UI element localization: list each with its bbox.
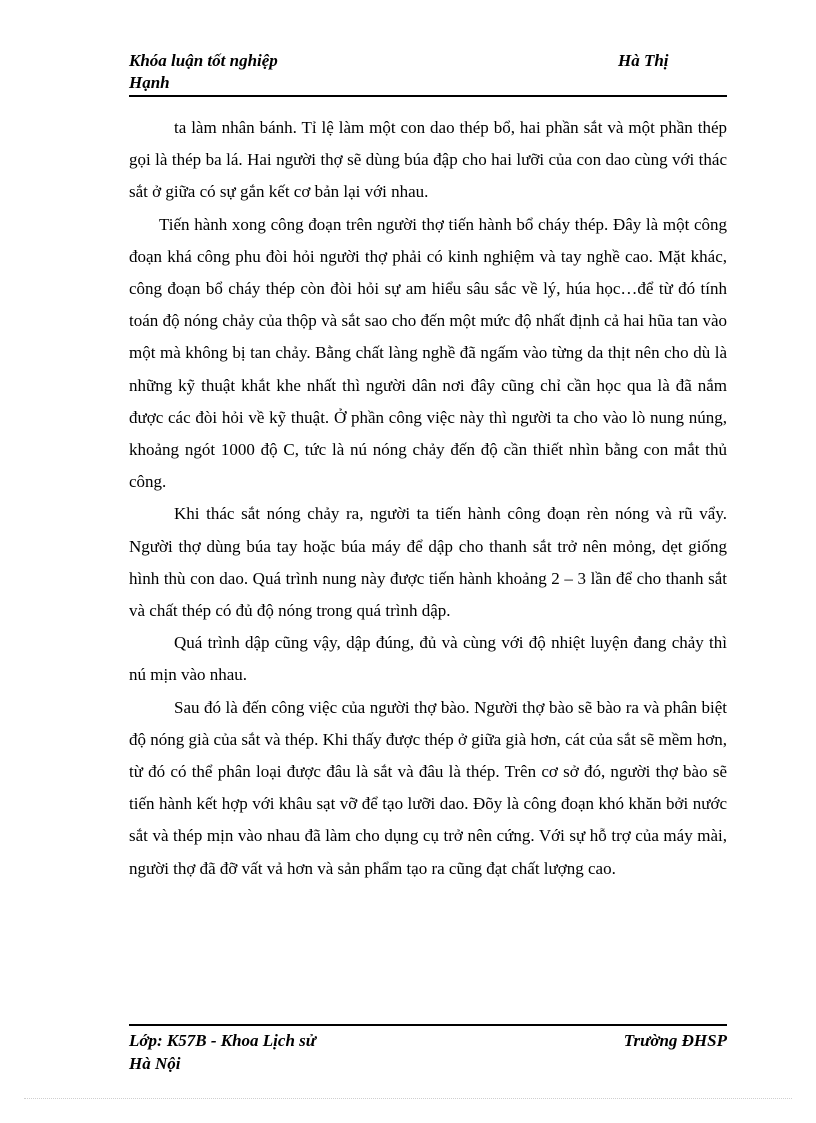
footer-university: Trường ĐHSP: [623, 1031, 727, 1050]
body-paragraph: Sau đó là đến công việc của người thợ bào. Người thợ bào sẽ bào ra và phân biệt độ nóng già của sắt và thép. Khi thấy được thép ở giữa già hơn, cát của sắt sẽ mềm hơn, từ đó có thể phân loại được đâu là sắt và đâu là thép. Trên cơ sở đó, người thợ bào sẽ tiến hành kết hợp với khâu sạt vỡ để tạo lưỡi dao. Đõy là công đoạn khó khăn bởi nước sắt và thép mịn vào nhau đã làm cho dụng cụ trở nên cứng. Với sự hỗ trợ của máy mài, người thợ đã đỡ vất vả hơn và sản phẩm tạo ra cũng đạt chất lượng cao.: [129, 697, 727, 878]
body-paragraph: Quá trình dập cũng vậy, dập đúng, đủ và cùng với độ nhiệt luyện đang chảy thì nú mịn vào nhau.: [129, 633, 727, 685]
body-paragraph: Khi thác sắt nóng chảy ra, người ta tiến hành công đoạn rèn nóng và rũ vẩy. Người thợ dùng búa tay hoặc búa máy để dập cho thanh sắt trở nên mỏng, dẹt giống hình thù con dao. Quá trình nung này được tiến hành khoảng 2 – 3 lần để cho thanh sắt và chất thép có đủ độ nóng trong quá trình dập.: [129, 504, 727, 621]
footer-rule: [129, 1024, 727, 1026]
body-paragraph: ta làm nhân bánh. Tỉ lệ làm một con dao thép bổ, hai phần sắt và một phần thép gọi là thép ba lá. Hai người thợ sẽ dùng búa đập cho hai lưỡi của con dao cùng với thác sắt ở giữa có sự gắn kết cơ bản lại với nhau.: [129, 118, 727, 202]
document-body: [129, 112, 727, 885]
header-thesis-title: Khóa luận tốt nghiệp: [129, 51, 278, 70]
footer-university-continued: Hà Nội: [129, 1054, 181, 1073]
header-rule: [129, 95, 727, 97]
page-bottom-dotted-divider: [24, 1098, 792, 1099]
header-author-name-continued: Hạnh: [129, 73, 170, 92]
header-author-name: Hà Thị: [618, 51, 669, 70]
footer-class-department: Lớp: K57B - Khoa Lịch sử: [129, 1031, 316, 1050]
body-paragraph: Tiến hành xong công đoạn trên người thợ tiến hành bổ cháy thép. Đây là một công đoạn khá công phu đòi hỏi người thợ phải có kinh nghiệm và tay nghề cao. Mặt khác, công đoạn bổ cháy thép còn đòi hỏi sự am hiểu sâu sắc về lý, húa học…để từ đó tính toán độ nóng chảy của thộp và sắt sao cho đến một mức độ nhất định cả hai hũa tan vào một mà không bị tan chảy. Bằng chất làng nghề đã ngấm vào từng da thịt nên cho dù là những kỹ thuật khắt khe nhất thì người dân nơi đây cũng chỉ cần học qua là đã nắm được các đòi hỏi về kỹ thuật. Ở phần công việc này thì người ta cho vào lò nung núng, khoảng ngót 1000 độ C, tức là nú nóng chảy đến độ cần thiết nhìn bằng con mắt thủ công.: [129, 214, 727, 492]
